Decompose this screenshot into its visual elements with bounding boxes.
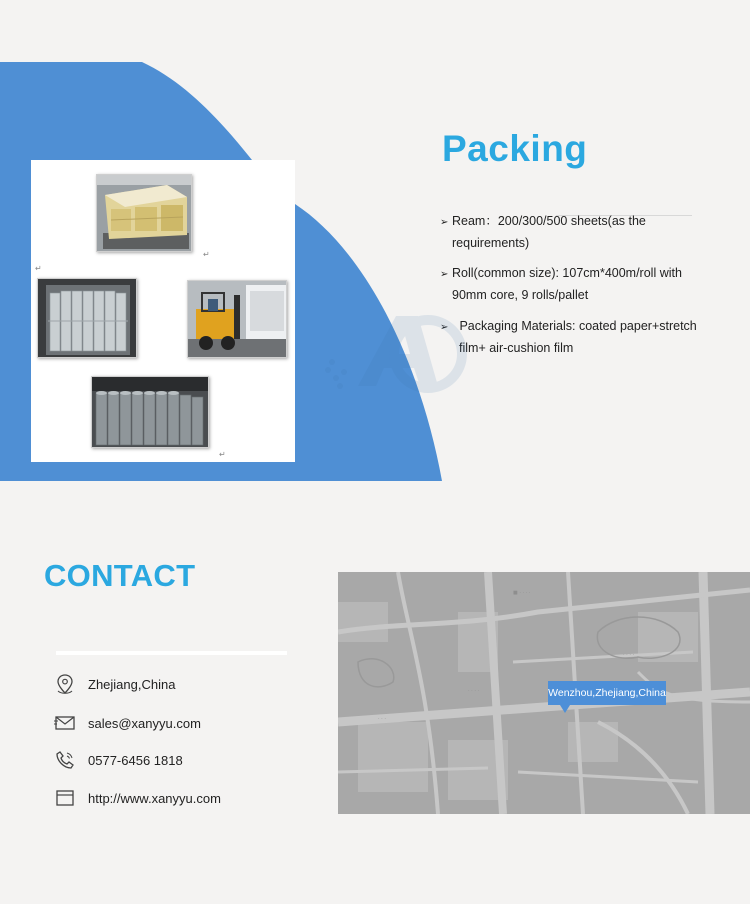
- svg-text:· · ·: · · ·: [378, 716, 386, 722]
- packing-item-materials: [440, 316, 720, 358]
- packing-item-text: Packaging Materials: coated paper+stretch: [456, 319, 697, 333]
- packing-item-ream: [440, 211, 720, 253]
- forklift-loading-truck-photo: [187, 280, 287, 358]
- packing-item-text: film+ air-cushion film: [459, 341, 574, 355]
- return-mark: ↵: [219, 450, 226, 459]
- envelope-icon: [54, 712, 76, 734]
- packing-photo-panel: [31, 160, 295, 462]
- packing-item-roll: [440, 263, 720, 305]
- warehouse-rolls-photo: [91, 376, 209, 448]
- map-streets: [338, 572, 750, 814]
- map-location-label[interactable]: Wenzhou,Zhejiang,China: [548, 681, 666, 705]
- packing-item-text: Ream：200/300/500 sheets(as the: [452, 214, 646, 228]
- browser-window-icon: [54, 787, 76, 809]
- contact-location: [54, 672, 175, 696]
- contact-location-text: Zhejiang,China: [88, 676, 176, 692]
- contact-website[interactable]: [54, 786, 221, 810]
- location-pin-icon: [54, 673, 76, 695]
- arrow-bullet-icon: ➢: [440, 217, 449, 228]
- packing-title: Packing: [442, 128, 588, 169]
- contact-title: CONTACT: [44, 558, 196, 593]
- svg-text:· · · ·: · · · ·: [623, 652, 635, 658]
- arrow-bullet-icon: ➢: [440, 322, 449, 333]
- contact-phone[interactable]: [54, 748, 183, 772]
- phone-icon: [54, 749, 76, 771]
- pallet-of-paper-reams-photo: [96, 174, 192, 252]
- packing-item-text: Roll(common size): 107cm*400m/roll with: [452, 266, 682, 280]
- packing-item-text: 90mm core, 9 rolls/pallet: [452, 288, 589, 302]
- return-mark: ↵: [203, 250, 210, 259]
- contact-email-link[interactable]: sales@xanyyu.com: [88, 715, 201, 731]
- contact-email[interactable]: [54, 711, 201, 735]
- location-map[interactable]: [338, 572, 750, 814]
- contact-website-link[interactable]: http://www.xanyyu.com: [88, 790, 221, 806]
- svg-text:■ · · · ·: ■ · · · ·: [513, 590, 531, 596]
- arrow-bullet-icon: ➢: [440, 269, 449, 280]
- return-mark: ↵: [35, 264, 42, 273]
- contact-phone-text[interactable]: 0577-6456 1818: [88, 752, 183, 768]
- divider: [56, 651, 287, 655]
- svg-text:· · · ·: · · · ·: [468, 688, 480, 694]
- container-with-rolls-photo: [37, 278, 137, 358]
- packing-item-text: requirements): [452, 236, 530, 250]
